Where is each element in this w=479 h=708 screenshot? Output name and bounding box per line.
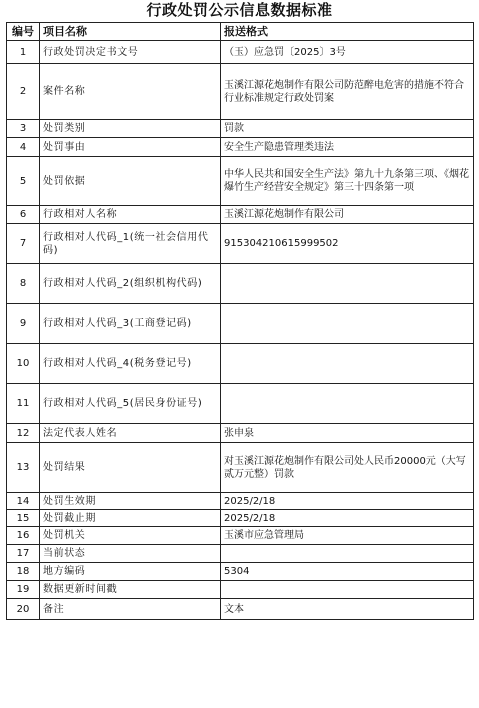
row-number: 18 xyxy=(7,563,40,581)
item-name: 处罚类别 xyxy=(40,120,221,138)
table-row xyxy=(7,264,474,304)
row-number: 2 xyxy=(7,64,40,120)
item-value: 罚款 xyxy=(221,120,474,138)
column-header-format: 报送格式 xyxy=(221,23,474,41)
item-name: 处罚结果 xyxy=(40,443,221,493)
item-name: 处罚机关 xyxy=(40,527,221,545)
table-row xyxy=(7,206,474,224)
item-value: 中华人民共和国安全生产法》第九十九条第三项、《烟花爆竹生产经营安全规定》第三十四条第一项 xyxy=(221,157,474,206)
row-number: 19 xyxy=(7,581,40,599)
item-name: 法定代表人姓名 xyxy=(40,424,221,443)
table-row xyxy=(7,224,474,264)
table-row xyxy=(7,157,474,206)
row-number: 20 xyxy=(7,599,40,620)
item-value xyxy=(221,581,474,599)
item-value xyxy=(221,384,474,424)
table-row xyxy=(7,304,474,344)
item-name: 当前状态 xyxy=(40,545,221,563)
item-name: 行政相对人代码_2(组织机构代码) xyxy=(40,264,221,304)
item-name: 备注 xyxy=(40,599,221,620)
row-number: 10 xyxy=(7,344,40,384)
table-row xyxy=(7,138,474,157)
item-value: 玉溪江源花炮制作有限公司防范醉电危害的措施不符合行业标准规定行政处罚案 xyxy=(221,64,474,120)
table-row xyxy=(7,41,474,64)
row-number: 14 xyxy=(7,493,40,510)
table-row xyxy=(7,443,474,493)
item-name: 数据更新时间戳 xyxy=(40,581,221,599)
row-number: 15 xyxy=(7,510,40,527)
item-name: 处罚依据 xyxy=(40,157,221,206)
row-number: 4 xyxy=(7,138,40,157)
row-number: 5 xyxy=(7,157,40,206)
table-row xyxy=(7,527,474,545)
row-number: 8 xyxy=(7,264,40,304)
item-value: 玉溪市应急管理局 xyxy=(221,527,474,545)
item-value: 玉溪江源花炮制作有限公司 xyxy=(221,206,474,224)
row-number: 9 xyxy=(7,304,40,344)
item-value: 对玉溪江源花炮制作有限公司处人民币20000元（大写贰万元整）罚款 xyxy=(221,443,474,493)
item-name: 处罚事由 xyxy=(40,138,221,157)
item-value: 2025/2/18 xyxy=(221,493,474,510)
row-number: 6 xyxy=(7,206,40,224)
row-number: 7 xyxy=(7,224,40,264)
table-row xyxy=(7,424,474,443)
table-header-row xyxy=(7,23,474,41)
data-standard-table xyxy=(6,22,474,620)
item-name: 案件名称 xyxy=(40,64,221,120)
column-header-name: 项目名称 xyxy=(40,23,221,41)
table-row xyxy=(7,493,474,510)
item-name: 行政相对人代码_1(统一社会信用代码) xyxy=(40,224,221,264)
row-number: 11 xyxy=(7,384,40,424)
item-value: 5304 xyxy=(221,563,474,581)
table-row xyxy=(7,581,474,599)
row-number: 13 xyxy=(7,443,40,493)
table-row xyxy=(7,344,474,384)
row-number: 1 xyxy=(7,41,40,64)
item-name: 行政处罚决定书文号 xyxy=(40,41,221,64)
item-name: 行政相对人代码_3(工商登记码) xyxy=(40,304,221,344)
table-row xyxy=(7,563,474,581)
item-name: 行政相对人代码_4(税务登记号) xyxy=(40,344,221,384)
item-value: 文本 xyxy=(221,599,474,620)
table-row xyxy=(7,120,474,138)
item-name: 处罚截止期 xyxy=(40,510,221,527)
item-value xyxy=(221,545,474,563)
table-row xyxy=(7,545,474,563)
item-value xyxy=(221,344,474,384)
row-number: 16 xyxy=(7,527,40,545)
row-number: 12 xyxy=(7,424,40,443)
item-value xyxy=(221,264,474,304)
item-value xyxy=(221,304,474,344)
table-row xyxy=(7,64,474,120)
item-name: 行政相对人名称 xyxy=(40,206,221,224)
table-body xyxy=(7,41,474,620)
column-header-no: 编号 xyxy=(7,23,40,41)
item-value: 915304210615999502 xyxy=(221,224,474,264)
table-row xyxy=(7,384,474,424)
row-number: 17 xyxy=(7,545,40,563)
table-row xyxy=(7,599,474,620)
page-title: 行政处罚公示信息数据标准 xyxy=(146,1,333,19)
row-number: 3 xyxy=(7,120,40,138)
item-value: 张申泉 xyxy=(221,424,474,443)
item-value: 安全生产隐患管理类违法 xyxy=(221,138,474,157)
item-name: 处罚生效期 xyxy=(40,493,221,510)
item-value: （玉）应急罚〔2025〕3号 xyxy=(221,41,474,64)
item-value: 2025/2/18 xyxy=(221,510,474,527)
table-row xyxy=(7,510,474,527)
item-name: 行政相对人代码_5(居民身份证号) xyxy=(40,384,221,424)
item-name: 地方编码 xyxy=(40,563,221,581)
